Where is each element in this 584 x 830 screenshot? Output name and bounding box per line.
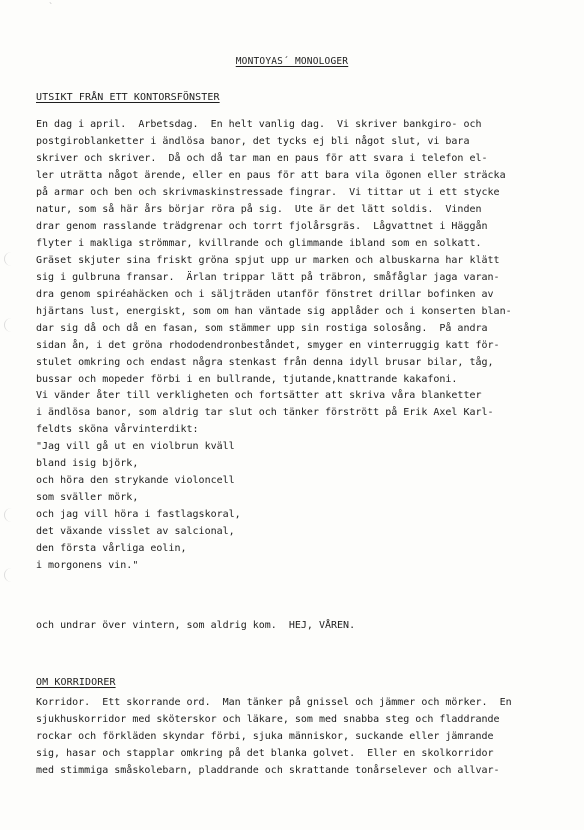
text-line: bussar och mopeder förbi i en bullrande, tjutande,knattrande kakafoni. [36,374,458,385]
text-line: stulet omkring och endast några stenkast från denna idyll brusar bilar, tåg, [36,357,494,368]
text-line: postgiroblanketter i ändlösa banor, det tycks ej bli något slut, vi bara [36,136,470,147]
poem-quote [36,438,436,574]
text-line: sig, hasar och stapplar omkring på det blanka golvet. Eller en skolkorridor [36,748,494,759]
text-line: drar genom rasslande trädgrenar och torrt fjolårsgräs. Lågvattnet i Häggån [36,221,488,232]
poem-line: den första vårliga eolin, [36,543,187,554]
poem-line: och höra den strykande violoncell [36,475,235,486]
text-line: feldts sköna vårvinterdikt: [36,424,199,435]
paragraph-utsikt-2 [36,387,566,438]
punch-hole-mark [4,508,19,522]
paragraph-korridorer [36,694,566,779]
text-line: sjukhuskorridor med sköterskor och läkare, som med snabba steg och fladdrande [36,714,500,725]
poem-line: som sväller mörk, [36,492,139,503]
text-line: Vi vänder åter till verkligheten och fortsätter att skriva våra blanketter [36,390,482,401]
poem-line: "Jag vill gå ut en violbrun kväll [36,441,235,452]
text-line: rockar och förkläden skyndar förbi, sjuka människor, suckande eller jämrande [36,731,494,742]
poem-line: det växande visslet av salcional, [36,526,235,537]
text-line: skriver och skriver. Då och då tar man en paus för att svara i telefon el- [36,153,488,164]
text-line: i ändlösa banor, som aldrig tar slut och tänker förstrött på Erik Axel Karl- [36,407,494,418]
punch-hole-mark [4,252,19,266]
text-line: sig i gulbruna fransar. Ärlan trippar lätt på träbron, småfåglar jaga varan- [36,272,500,283]
document-title [0,56,584,67]
section-heading-korridorer: OM KORRIDORER [36,677,116,688]
text-line: sidan ån, i det gröna rhododendronbeståndet, smyger en vinterruggig katt för- [36,340,500,351]
text-line: dar sig då och då en fasan, som stämmer upp sin rostiga solosång. På andra [36,323,488,334]
poem-line: och jag vill höra i fastlagskoral, [36,509,241,520]
text-line: En dag i april. Arbetsdag. En helt vanlig dag. Vi skriver bankgiro- och [36,119,482,130]
text-line: på armar och ben och skrivmaskinstressade fingrar. Vi tittar ut i ett stycke [36,187,500,198]
text-line: flyter i makliga strömmar, kvillrande och glimmande ibland som en solkatt. [36,238,482,249]
text-line: ler uträtta något ärende, eller en paus för att bara vila ögonen eller sträcka [36,170,506,181]
text-line: natur, som så här års börjar röra på sig. Ute är det lätt soldis. Vinden [36,204,482,215]
section-heading-utsikt: UTSIKT FRÅN ETT KONTORSFÖNSTER [36,92,220,103]
poem-line: bland isig björk, [36,458,139,469]
closing-line: och undrar över vintern, som aldrig kom. HEJ, VÅREN. [36,620,356,631]
text-line: med stimmiga småskolebarn, pladdrande och skrattande tonårselever och allvar- [36,765,500,776]
punch-hole-mark [4,568,19,582]
text-line: hjärtans lust, energiskt, som om han väntade sig applåder och i konserten blan- [36,306,512,317]
punch-hole-mark [4,318,19,332]
text-line: Gräset skjuter sina friskt gröna spjut upp ur marken och albuskarna har klätt [36,255,500,266]
text-line: dra genom spiréahäcken och i säljträden utanför fönstret drillar bofinken av [36,289,494,300]
poem-line: i morgonens vin." [36,560,139,571]
document-title-text: MONTOYAS´ MONOLOGER [235,56,349,67]
text-line: Korridor. Ett skorrande ord. Man tänker på gnissel och jämmer och mörker. En [36,697,512,708]
corner-mark: ` [48,2,55,13]
paragraph-utsikt-1 [36,116,566,388]
